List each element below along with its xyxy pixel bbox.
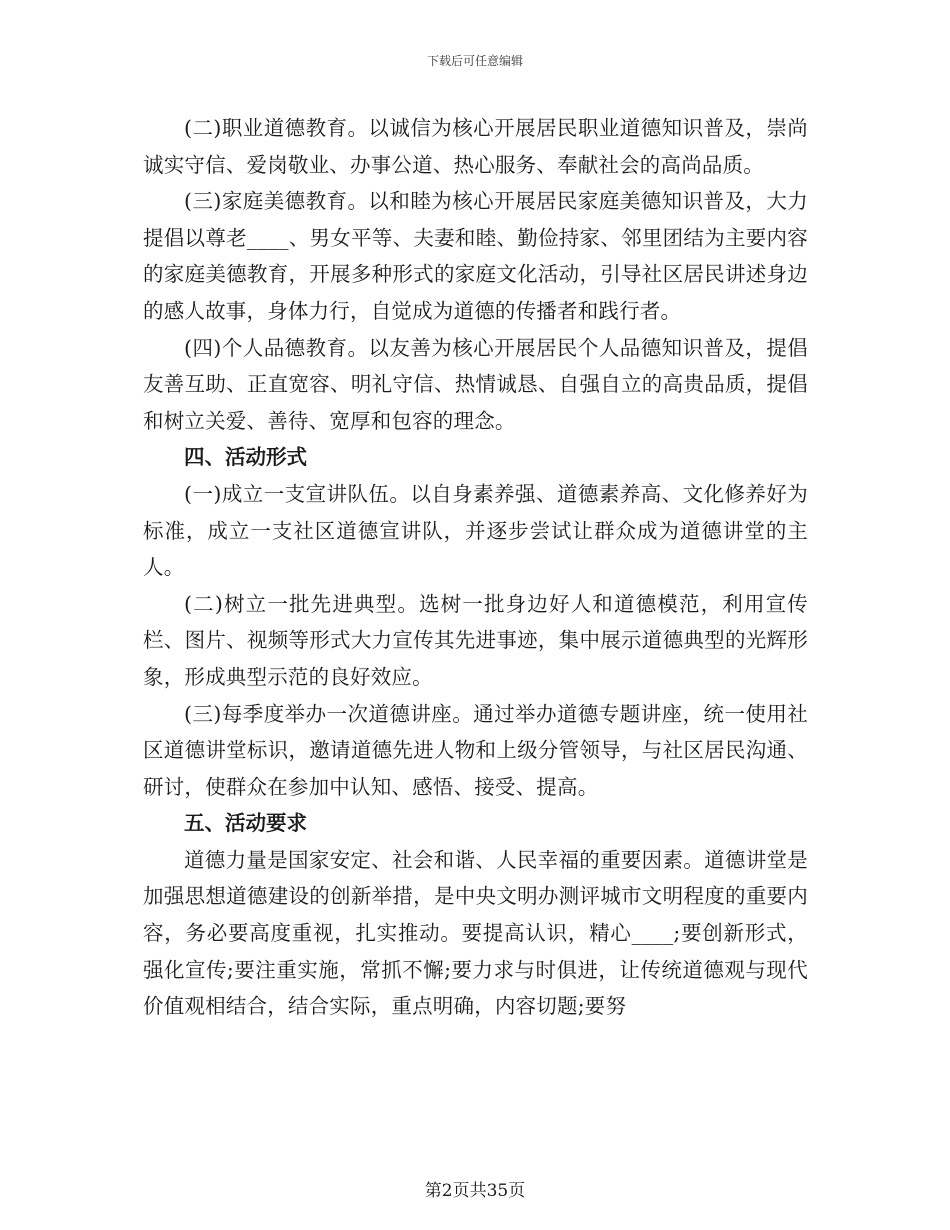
- paragraph-professional-ethics: (二)职业道德教育。以诚信为核心开展居民职业道德知识普及，崇尚诚实守信、爱岗敬业、办事公道、热心服务、奉献社会的高尚品质。: [143, 116, 808, 177]
- paragraph-lecture-team: (一)成立一支宣讲队伍。以自身素养强、道德素养高、文化修养好为标准，成立一支社区道德宣讲队，并逐步尝试让群众成为道德讲堂的主人。: [143, 481, 808, 580]
- paragraph-role-models: (二)树立一批先进典型。选树一批身边好人和道德模范，利用宣传栏、图片、视频等形式大力宣传其先进事迹，集中展示道德典型的光辉形象，形成典型示范的良好效应。: [143, 591, 808, 689]
- paragraph-family-virtue: (三)家庭美德教育。以和睦为核心开展居民家庭美德知识普及，大力提倡以尊老____、男女平等、夫妻和睦、勤俭持家、邻里团结为主要内容的家庭美德教育，开展多种形式的家庭文化活动，引导社区居民讲述身边的感人故事，身体力行，自觉成为道德的传播者和践行者。: [143, 189, 808, 323]
- section-heading-activity-requirements: 五、活动要求: [184, 811, 307, 836]
- paragraph-personal-morality: (四)个人品德教育。以友善为核心开展居民个人品德知识普及，提倡友善互助、正直宽容、明礼守信、热情诚恳、自强自立的高贵品质，提倡和树立关爱、善待、宽厚和包容的理念。: [143, 335, 808, 433]
- paragraph-requirements: 道德力量是国家安定、社会和谐、人民幸福的重要因素。道德讲堂是加强思想道德建设的创新举措，是中央文明办测评城市文明程度的重要内容，务必要高度重视，扎实推动。要提高认识，精心____;要创新形式，强化宣传;要注重实施，常抓不懈;要力求与时俱进，让传统道德观与现代价值观相结合，结合实际，重点明确，内容切题;要努: [143, 847, 808, 1019]
- page-number-footer: 第2页共35页: [424, 1181, 526, 1201]
- document-body: [143, 110, 808, 1025]
- section-heading-activity-forms: 四、活动形式: [184, 445, 307, 470]
- page-header: 下载后可任意编辑: [426, 54, 523, 68]
- paragraph-quarterly-lecture: (三)每季度举办一次道德讲座。通过举办道德专题讲座，统一使用社区道德讲堂标识，邀请道德先进人物和上级分管领导，与社区居民沟通、研讨，使群众在参加中认知、感悟、接受、提高。: [143, 701, 808, 799]
